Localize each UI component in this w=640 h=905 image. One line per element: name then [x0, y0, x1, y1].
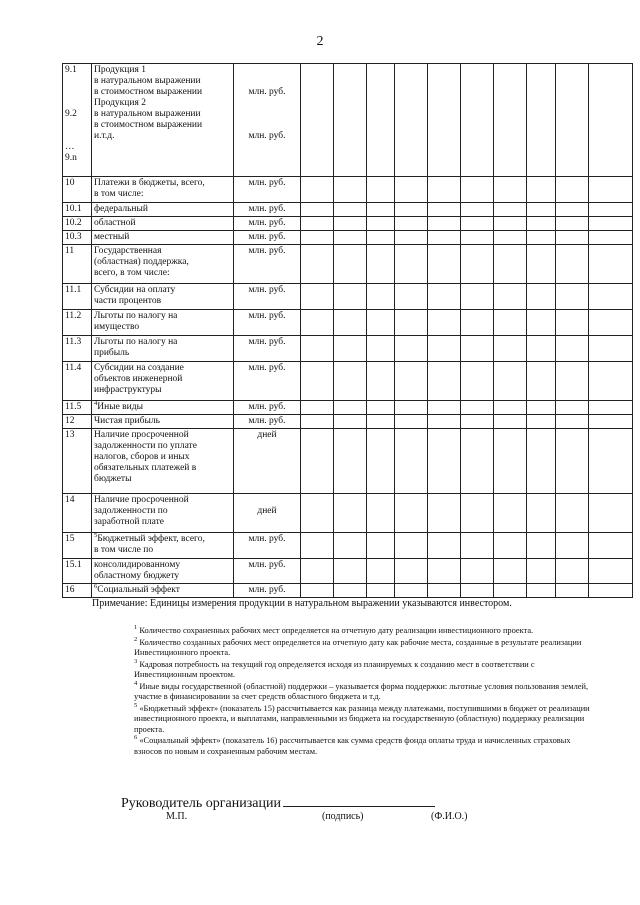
- value-cell[interactable]: [395, 401, 428, 415]
- value-cell[interactable]: [395, 177, 428, 203]
- value-cell[interactable]: [556, 533, 589, 559]
- fio-caption: (Ф.И.О.): [431, 811, 468, 822]
- value-cell[interactable]: [428, 231, 461, 245]
- value-cell[interactable]: [527, 231, 556, 245]
- value-cell[interactable]: [556, 401, 589, 415]
- row-unit: млн. руб.: [234, 203, 301, 217]
- footnotes: [134, 626, 594, 758]
- value-cell[interactable]: [395, 429, 428, 494]
- value-cell[interactable]: [334, 245, 367, 284]
- value-cell[interactable]: [461, 177, 494, 203]
- value-cell[interactable]: [527, 336, 556, 362]
- value-cell[interactable]: [494, 284, 527, 310]
- row-unit: млн. руб.: [234, 415, 301, 429]
- row-unit: дней: [234, 494, 301, 533]
- row-unit: млн. руб.: [234, 401, 301, 415]
- value-cell[interactable]: [395, 217, 428, 231]
- row-number: 11.4: [63, 362, 92, 401]
- value-cell[interactable]: [494, 231, 527, 245]
- value-cell[interactable]: [334, 231, 367, 245]
- footnote: [134, 635, 594, 659]
- row-number: 10.3: [63, 231, 92, 245]
- value-cell[interactable]: [589, 231, 633, 245]
- value-cell[interactable]: [556, 203, 589, 217]
- row-number: 15: [63, 533, 92, 559]
- table-row: [63, 533, 633, 559]
- row-indicator: Наличие просроченной задолженности по уплате налогов, сборов и иных обязательных платежей в бюджеты: [92, 429, 234, 494]
- value-cell[interactable]: [556, 217, 589, 231]
- value-cell[interactable]: [301, 245, 334, 284]
- value-cell[interactable]: [367, 533, 395, 559]
- footnote-text: Количество созданных рабочих мест определяется на отчетную дату как рабочие места, созданные в результате реализации Инвестиционного проекта.: [134, 637, 582, 657]
- footnote-text: «Социальный эффект» (показатель 16) рассчитывается как сумма средств фонда оплаты труда и начисленных страховых взносов по новым и сохраненным рабочим местам.: [134, 736, 571, 756]
- row-number: 10.1: [63, 203, 92, 217]
- value-cell[interactable]: [428, 245, 461, 284]
- footnote-text: Количество сохраненных рабочих мест определяется на отчетную дату реализации инвестиционного проекта.: [139, 626, 534, 635]
- signature-line[interactable]: [283, 794, 435, 807]
- value-cell[interactable]: [428, 415, 461, 429]
- value-cell[interactable]: [301, 177, 334, 203]
- value-cell[interactable]: [527, 362, 556, 401]
- value-cell[interactable]: [494, 177, 527, 203]
- value-cell[interactable]: [428, 401, 461, 415]
- row-indicator: местный: [92, 231, 234, 245]
- value-cell[interactable]: [527, 584, 556, 598]
- row-indicator: Продукция 1 в натуральном выражении в стоимостном выражении Продукция 2 в натуральном выражении в стоимостном выражении и.т.д.: [92, 64, 234, 177]
- value-cell[interactable]: [461, 429, 494, 494]
- row-unit: млн. руб.: [234, 362, 301, 401]
- row-number: 16: [63, 584, 92, 598]
- value-cell[interactable]: [461, 284, 494, 310]
- value-cell[interactable]: [556, 310, 589, 336]
- value-cell[interactable]: [395, 336, 428, 362]
- signature-caption: (подпись): [322, 811, 364, 822]
- value-cell[interactable]: [428, 533, 461, 559]
- value-cell[interactable]: [395, 64, 428, 177]
- value-cell[interactable]: [461, 217, 494, 231]
- value-cell[interactable]: [556, 245, 589, 284]
- table-row: [63, 559, 633, 584]
- value-cell[interactable]: [589, 494, 633, 533]
- value-cell[interactable]: [494, 401, 527, 415]
- value-cell[interactable]: [527, 203, 556, 217]
- row-unit: млн. руб.: [234, 217, 301, 231]
- table-row: [63, 494, 633, 533]
- row-indicator: консолидированному областному бюджету: [92, 559, 234, 584]
- row-number: 12: [63, 415, 92, 429]
- value-cell[interactable]: [395, 310, 428, 336]
- value-cell[interactable]: [589, 177, 633, 203]
- value-cell[interactable]: [301, 310, 334, 336]
- footnote-number: 6: [134, 734, 138, 742]
- value-cell[interactable]: [494, 533, 527, 559]
- value-cell[interactable]: [301, 217, 334, 231]
- value-cell[interactable]: [589, 415, 633, 429]
- value-cell[interactable]: [589, 559, 633, 584]
- value-cell[interactable]: [428, 362, 461, 401]
- value-cell[interactable]: [428, 336, 461, 362]
- row-indicator: [92, 401, 234, 415]
- row-unit: млн. руб.: [234, 284, 301, 310]
- value-cell[interactable]: [428, 559, 461, 584]
- value-cell[interactable]: [589, 401, 633, 415]
- value-cell[interactable]: [494, 429, 527, 494]
- value-cell[interactable]: [367, 64, 395, 177]
- value-cell[interactable]: [527, 494, 556, 533]
- value-cell[interactable]: [527, 177, 556, 203]
- value-cell[interactable]: [301, 533, 334, 559]
- row-indicator: Субсидии на создание объектов инженерной инфраструктуры: [92, 362, 234, 401]
- value-cell[interactable]: [428, 217, 461, 231]
- value-cell[interactable]: [494, 336, 527, 362]
- row-indicator: Чистая прибыль: [92, 415, 234, 429]
- page-number: 2: [316, 34, 324, 49]
- row-unit: млн. руб. млн. руб.: [234, 64, 301, 177]
- value-cell[interactable]: [367, 429, 395, 494]
- value-cell[interactable]: [367, 217, 395, 231]
- value-cell[interactable]: [334, 533, 367, 559]
- value-cell[interactable]: [589, 203, 633, 217]
- value-cell[interactable]: [589, 429, 633, 494]
- value-cell[interactable]: [494, 310, 527, 336]
- value-cell[interactable]: [461, 203, 494, 217]
- value-cell[interactable]: [367, 415, 395, 429]
- row-indicator: Льготы по налогу на имущество: [92, 310, 234, 336]
- value-cell[interactable]: [395, 284, 428, 310]
- table-row: [63, 336, 633, 362]
- table-row: [63, 284, 633, 310]
- row-number: 11.2: [63, 310, 92, 336]
- value-cell[interactable]: [301, 494, 334, 533]
- value-cell[interactable]: [556, 429, 589, 494]
- value-cell[interactable]: [428, 284, 461, 310]
- row-unit: млн. руб.: [234, 245, 301, 284]
- row-unit: млн. руб.: [234, 559, 301, 584]
- row-unit: млн. руб.: [234, 310, 301, 336]
- value-cell[interactable]: [334, 429, 367, 494]
- value-cell[interactable]: [301, 362, 334, 401]
- value-cell[interactable]: [461, 362, 494, 401]
- value-cell[interactable]: [461, 245, 494, 284]
- value-cell[interactable]: [334, 217, 367, 231]
- value-cell[interactable]: [556, 362, 589, 401]
- value-cell[interactable]: [334, 336, 367, 362]
- indicators-table: [62, 63, 633, 598]
- value-cell[interactable]: [395, 231, 428, 245]
- row-indicator-text: Бюджетный эффект, всего, в том числе по: [94, 534, 205, 555]
- value-cell[interactable]: [589, 533, 633, 559]
- table-row: [63, 203, 633, 217]
- value-cell[interactable]: [301, 401, 334, 415]
- value-cell[interactable]: [334, 310, 367, 336]
- value-cell[interactable]: [395, 415, 428, 429]
- value-cell[interactable]: [428, 203, 461, 217]
- footnote-number: 4: [134, 679, 138, 687]
- note: Примечание: Единицы измерения продукции в натуральном выражении указываются инвестором.: [92, 598, 512, 609]
- value-cell[interactable]: [367, 231, 395, 245]
- value-cell[interactable]: [589, 245, 633, 284]
- value-cell[interactable]: [395, 494, 428, 533]
- value-cell[interactable]: [367, 245, 395, 284]
- footnote-number: 2: [134, 635, 138, 643]
- row-indicator-text: Социальный эффект: [97, 585, 180, 595]
- table-row: [63, 217, 633, 231]
- value-cell[interactable]: [556, 64, 589, 177]
- value-cell[interactable]: [527, 245, 556, 284]
- table-row: [63, 177, 633, 203]
- footnote-text: Иные виды государственной (областной) поддержки – указывается форма поддержки: льготные условия пользования землей, участие в финансировании за счет средств областного бюджета и т.д.: [134, 681, 589, 701]
- row-indicator: Льготы по налогу на прибыль: [92, 336, 234, 362]
- value-cell[interactable]: [556, 177, 589, 203]
- footnote: [134, 626, 594, 637]
- value-cell[interactable]: [589, 310, 633, 336]
- value-cell[interactable]: [589, 362, 633, 401]
- value-cell[interactable]: [461, 415, 494, 429]
- value-cell[interactable]: [527, 429, 556, 494]
- value-cell[interactable]: [494, 362, 527, 401]
- row-number: 13: [63, 429, 92, 494]
- value-cell[interactable]: [556, 494, 589, 533]
- value-cell[interactable]: [301, 559, 334, 584]
- value-cell[interactable]: [334, 559, 367, 584]
- value-cell[interactable]: [301, 284, 334, 310]
- value-cell[interactable]: [589, 336, 633, 362]
- value-cell[interactable]: [556, 559, 589, 584]
- row-number: 15.1: [63, 559, 92, 584]
- value-cell[interactable]: [556, 336, 589, 362]
- value-cell[interactable]: [334, 401, 367, 415]
- value-cell[interactable]: [367, 203, 395, 217]
- value-cell[interactable]: [527, 533, 556, 559]
- stamp-caption: М.П.: [166, 811, 188, 822]
- value-cell[interactable]: [367, 362, 395, 401]
- value-cell[interactable]: [461, 231, 494, 245]
- row-indicator: [92, 533, 234, 559]
- value-cell[interactable]: [527, 559, 556, 584]
- row-number: 11.5: [63, 401, 92, 415]
- row-indicator: Платежи в бюджеты, всего, в том числе:: [92, 177, 234, 203]
- value-cell[interactable]: [301, 203, 334, 217]
- footnote: [134, 701, 594, 736]
- value-cell[interactable]: [334, 64, 367, 177]
- value-cell[interactable]: [527, 310, 556, 336]
- row-number: 11: [63, 245, 92, 284]
- value-cell[interactable]: [556, 284, 589, 310]
- table-row: [63, 245, 633, 284]
- value-cell[interactable]: [334, 584, 367, 598]
- footnote-text: «Бюджетный эффект» (показатель 15) рассчитывается как разница между платежами, поступившими в бюджет от реализации инвестиционного проекта, и выплатами, направленными из бюджета на государственную (областную) поддержку реализации проекта.: [134, 703, 590, 734]
- value-cell[interactable]: [301, 415, 334, 429]
- value-cell[interactable]: [461, 559, 494, 584]
- row-number: 14: [63, 494, 92, 533]
- value-cell[interactable]: [367, 177, 395, 203]
- signature-row: [121, 794, 435, 812]
- row-indicator: Государственная (областная) поддержка, всего, в том числе:: [92, 245, 234, 284]
- value-cell[interactable]: [461, 584, 494, 598]
- value-cell[interactable]: [461, 64, 494, 177]
- footnote-number: 3: [134, 657, 138, 665]
- footnote-marker: 5: [94, 532, 98, 539]
- value-cell[interactable]: [428, 429, 461, 494]
- row-number: 10.2: [63, 217, 92, 231]
- value-cell[interactable]: [367, 584, 395, 598]
- value-cell[interactable]: [494, 64, 527, 177]
- value-cell[interactable]: [301, 64, 334, 177]
- table-row: [63, 362, 633, 401]
- table-row: [63, 64, 633, 177]
- value-cell[interactable]: [395, 533, 428, 559]
- value-cell[interactable]: [395, 584, 428, 598]
- value-cell[interactable]: [334, 177, 367, 203]
- table-row: [63, 310, 633, 336]
- value-cell[interactable]: [334, 494, 367, 533]
- value-cell[interactable]: [428, 494, 461, 533]
- value-cell[interactable]: [367, 310, 395, 336]
- table-row: [63, 415, 633, 429]
- row-indicator: областной: [92, 217, 234, 231]
- value-cell[interactable]: [367, 336, 395, 362]
- value-cell[interactable]: [334, 284, 367, 310]
- value-cell[interactable]: [301, 429, 334, 494]
- value-cell[interactable]: [395, 559, 428, 584]
- row-indicator: Субсидии на оплату части процентов: [92, 284, 234, 310]
- value-cell[interactable]: [494, 559, 527, 584]
- table-row: [63, 429, 633, 494]
- value-cell[interactable]: [494, 245, 527, 284]
- table-row: [63, 231, 633, 245]
- value-cell[interactable]: [527, 415, 556, 429]
- value-cell[interactable]: [556, 584, 589, 598]
- value-cell[interactable]: [461, 401, 494, 415]
- value-cell[interactable]: [527, 64, 556, 177]
- row-unit: млн. руб.: [234, 584, 301, 598]
- value-cell[interactable]: [428, 177, 461, 203]
- value-cell[interactable]: [334, 362, 367, 401]
- row-unit: млн. руб.: [234, 231, 301, 245]
- value-cell[interactable]: [301, 231, 334, 245]
- value-cell[interactable]: [334, 203, 367, 217]
- value-cell[interactable]: [589, 284, 633, 310]
- footnote: [134, 679, 594, 703]
- row-indicator: федеральный: [92, 203, 234, 217]
- value-cell[interactable]: [589, 217, 633, 231]
- value-cell[interactable]: [367, 401, 395, 415]
- footnote-number: 1: [134, 624, 138, 632]
- footnote: [134, 657, 594, 681]
- value-cell[interactable]: [494, 584, 527, 598]
- row-number: 10: [63, 177, 92, 203]
- row-number: 9.1 9.2 … 9.n: [63, 64, 92, 177]
- footnote: [134, 736, 594, 757]
- value-cell[interactable]: [461, 533, 494, 559]
- value-cell[interactable]: [367, 559, 395, 584]
- row-unit: млн. руб.: [234, 533, 301, 559]
- value-cell[interactable]: [494, 203, 527, 217]
- footnote-text: Кадровая потребность на текущий год определяется исходя из планируемых к созданию мест в соответствии с Инвестиционным проектом.: [134, 659, 535, 679]
- value-cell[interactable]: [527, 284, 556, 310]
- value-cell[interactable]: [589, 584, 633, 598]
- table-row: [63, 584, 633, 598]
- value-cell[interactable]: [395, 362, 428, 401]
- value-cell[interactable]: [494, 415, 527, 429]
- value-cell[interactable]: [556, 231, 589, 245]
- value-cell[interactable]: [461, 336, 494, 362]
- footnote-marker: 4: [94, 400, 98, 407]
- value-cell[interactable]: [527, 401, 556, 415]
- value-cell[interactable]: [494, 494, 527, 533]
- row-unit: млн. руб.: [234, 177, 301, 203]
- row-unit: млн. руб.: [234, 336, 301, 362]
- row-indicator: Наличие просроченной задолженности по заработной плате: [92, 494, 234, 533]
- value-cell[interactable]: [367, 494, 395, 533]
- value-cell[interactable]: [461, 494, 494, 533]
- value-cell[interactable]: [527, 217, 556, 231]
- value-cell[interactable]: [494, 217, 527, 231]
- value-cell[interactable]: [461, 310, 494, 336]
- value-cell[interactable]: [589, 64, 633, 177]
- row-number: 11.1: [63, 284, 92, 310]
- row-indicator: [92, 584, 234, 598]
- row-number: 11.3: [63, 336, 92, 362]
- value-cell[interactable]: [301, 336, 334, 362]
- value-cell[interactable]: [556, 415, 589, 429]
- row-unit: дней: [234, 429, 301, 494]
- row-indicator-text: Иные виды: [97, 402, 143, 412]
- value-cell[interactable]: [428, 64, 461, 177]
- value-cell[interactable]: [428, 310, 461, 336]
- value-cell[interactable]: [367, 284, 395, 310]
- table-row: [63, 401, 633, 415]
- value-cell[interactable]: [395, 203, 428, 217]
- value-cell[interactable]: [334, 415, 367, 429]
- footnote-number: 5: [134, 701, 138, 709]
- value-cell[interactable]: [301, 584, 334, 598]
- value-cell[interactable]: [395, 245, 428, 284]
- value-cell[interactable]: [428, 584, 461, 598]
- footnote-marker: 6: [94, 583, 98, 590]
- signature-label: Руководитель организации: [121, 796, 281, 811]
